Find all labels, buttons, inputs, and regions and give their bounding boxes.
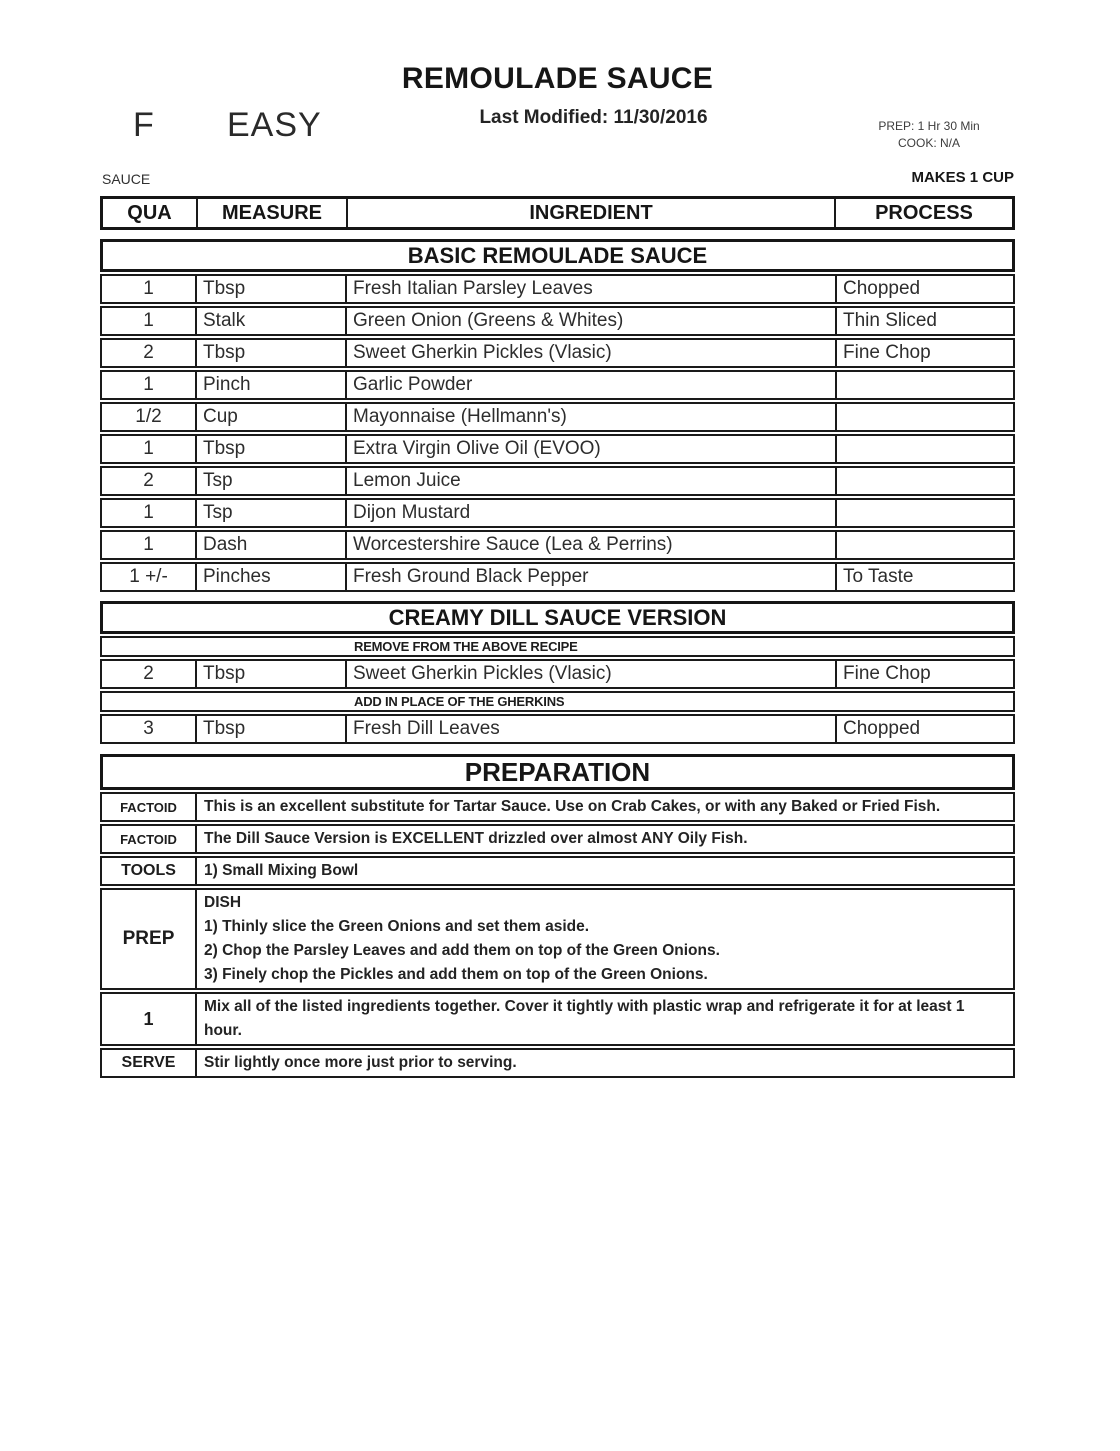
cell-quantity: 1	[102, 532, 197, 558]
preparation-rows	[100, 792, 1015, 1078]
cell-measure: Tbsp	[197, 716, 347, 742]
cell-quantity: 1 +/-	[102, 564, 197, 590]
prep-row-label: SERVE	[102, 1050, 197, 1076]
cell-measure: Dash	[197, 532, 347, 558]
cell-process: Chopped	[843, 718, 921, 739]
prep-row-content	[197, 1050, 1013, 1076]
cell-ingredient: Sweet Gherkin Pickles (Vlasic)	[347, 340, 837, 366]
table-row	[100, 498, 1015, 528]
column-header-measure: MEASURE	[198, 199, 348, 227]
subsection-note: ADD IN PLACE OF THE GHERKINS	[100, 691, 1015, 712]
cell-measure: Tbsp	[197, 276, 347, 302]
cell-quantity: 1	[102, 276, 197, 302]
cell-measure: Tbsp	[197, 436, 347, 462]
prep-row-label: FACTOID	[102, 826, 197, 852]
last-modified-label: Last Modified: 11/30/2016	[479, 107, 708, 128]
ingredient-sections	[100, 239, 1015, 744]
prep-row	[100, 1048, 1015, 1078]
cell-quantity: 2	[102, 661, 197, 687]
cell-ingredient: Fresh Ground Black Pepper	[347, 564, 837, 590]
prep-row-content	[197, 794, 1013, 820]
prep-line: DISH	[204, 894, 242, 911]
prep-row-label: TOOLS	[102, 858, 197, 884]
table-row	[100, 370, 1015, 400]
prep-row	[100, 856, 1015, 886]
cell-quantity: 1	[102, 372, 197, 398]
cell-measure: Tbsp	[197, 661, 347, 687]
prep-line: The Dill Sauce Version is EXCELLENT drizzled over almost ANY Oily Fish.	[204, 830, 748, 847]
prep-line: Stir lightly once more just prior to serving.	[204, 1054, 517, 1071]
table-row	[100, 466, 1015, 496]
prep-line: 2) Chop the Parsley Leaves and add them on top of the Green Onions.	[204, 942, 720, 959]
cell-ingredient: Fresh Italian Parsley Leaves	[347, 276, 837, 302]
preparation-section-title: PREPARATION	[100, 754, 1015, 790]
prep-row	[100, 992, 1015, 1046]
cell-quantity: 2	[102, 468, 197, 494]
cell-ingredient: Lemon Juice	[347, 468, 837, 494]
cell-measure: Pinch	[197, 372, 347, 398]
table-row	[100, 714, 1015, 744]
table-row	[100, 338, 1015, 368]
prep-row-content	[197, 826, 1013, 852]
cell-process: Chopped	[843, 278, 921, 299]
recipe-page	[100, 0, 1015, 1078]
column-header-qua: QUA	[103, 199, 198, 227]
cook-time-label: COOK: N/A	[897, 136, 960, 150]
table-row	[100, 274, 1015, 304]
prep-row	[100, 792, 1015, 822]
section-title: BASIC REMOULADE SAUCE	[100, 239, 1015, 272]
prep-line: 1) Thinly slice the Green Onions and set them aside.	[204, 918, 590, 935]
cell-process: Fine Chop	[843, 342, 931, 363]
cell-quantity: 3	[102, 716, 197, 742]
prep-row-content	[197, 994, 1013, 1044]
prep-row-label: PREP	[102, 890, 197, 988]
prep-row	[100, 824, 1015, 854]
cell-quantity: 1	[102, 436, 197, 462]
cell-ingredient: Worcestershire Sauce (Lea & Perrins)	[347, 532, 837, 558]
cell-measure: Tsp	[197, 468, 347, 494]
cell-ingredient: Mayonnaise (Hellmann's)	[347, 404, 837, 430]
table-row	[100, 434, 1015, 464]
prep-line: This is an excellent substitute for Tartar Sauce. Use on Crab Cakes, or with any Baked or Fried Fish.	[204, 798, 941, 815]
prep-row-content	[197, 858, 1013, 884]
prep-line: Mix all of the listed ingredients together. Cover it tightly with plastic wrap and refrigerate it for at least 1 hour.	[204, 998, 965, 1039]
table-header-row	[100, 196, 1015, 230]
cell-process	[837, 372, 1013, 398]
section-title: CREAMY DILL SAUCE VERSION	[100, 601, 1015, 634]
cell-quantity: 1/2	[102, 404, 197, 430]
prep-row-label: 1	[102, 994, 197, 1044]
table-row	[100, 402, 1015, 432]
cell-process	[837, 468, 1013, 494]
cell-ingredient: Sweet Gherkin Pickles (Vlasic)	[347, 661, 837, 687]
cell-measure: Pinches	[197, 564, 347, 590]
difficulty-label: EASY	[227, 106, 322, 144]
cell-process: Fine Chop	[843, 663, 931, 684]
recipe-flag: F	[133, 106, 154, 144]
cell-ingredient: Dijon Mustard	[347, 500, 837, 526]
table-row	[100, 562, 1015, 592]
cell-ingredient: Fresh Dill Leaves	[347, 716, 837, 742]
prep-row	[100, 888, 1015, 990]
table-row	[100, 659, 1015, 689]
cell-quantity: 2	[102, 340, 197, 366]
cell-measure: Stalk	[197, 308, 347, 334]
table-row	[100, 530, 1015, 560]
cell-quantity: 1	[102, 500, 197, 526]
column-header-ingredient: INGREDIENT	[348, 199, 836, 227]
prep-line: 1) Small Mixing Bowl	[204, 862, 359, 879]
cell-ingredient: Garlic Powder	[347, 372, 837, 398]
cell-process	[837, 436, 1013, 462]
column-header-process: PROCESS	[875, 202, 973, 224]
table-row	[100, 306, 1015, 336]
prep-row-label: FACTOID	[102, 794, 197, 820]
prep-line: 3) Finely chop the Pickles and add them on top of the Green Onions.	[204, 966, 708, 983]
category-label: SAUCE	[102, 171, 151, 187]
cell-ingredient: Extra Virgin Olive Oil (EVOO)	[347, 436, 837, 462]
cell-process	[837, 532, 1013, 558]
cell-process	[837, 404, 1013, 430]
recipe-header	[100, 0, 1015, 196]
cell-measure: Tbsp	[197, 340, 347, 366]
cell-ingredient: Green Onion (Greens & Whites)	[347, 308, 837, 334]
cell-process	[837, 500, 1013, 526]
prep-row-content	[197, 890, 1013, 988]
cell-process: To Taste	[843, 566, 914, 587]
time-info	[863, 118, 995, 152]
page-title: REMOULADE SAUCE	[401, 62, 714, 95]
cell-process: Thin Sliced	[843, 310, 937, 331]
cell-measure: Tsp	[197, 500, 347, 526]
yield-label: MAKES 1 CUP	[911, 169, 1014, 186]
cell-quantity: 1	[102, 308, 197, 334]
cell-measure: Cup	[197, 404, 347, 430]
subsection-note: REMOVE FROM THE ABOVE RECIPE	[100, 636, 1015, 657]
prep-time-label: PREP: 1 Hr 30 Min	[878, 119, 980, 133]
